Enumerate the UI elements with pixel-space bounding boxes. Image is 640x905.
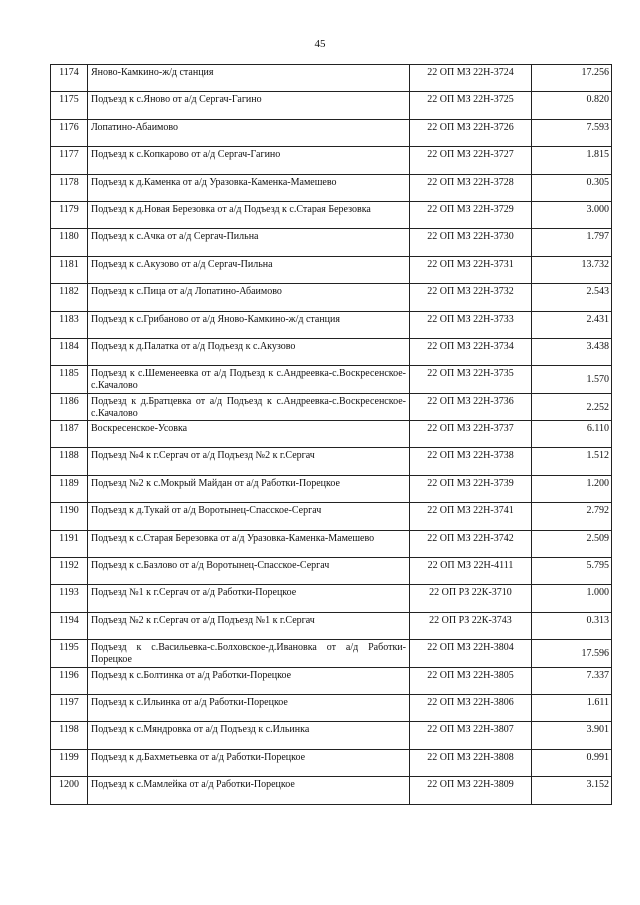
road-length-cell: 6.110 [532,421,612,448]
table-row [51,475,612,502]
road-name-cell: Подъезд к д.Бахметьевка от а/д Работки-Порецкое [88,749,410,776]
road-name-cell: Подъезд к с.Базлово от а/д Воротынец-Спасское-Сергач [88,558,410,585]
table-row [51,284,612,311]
road-id-cell: 22 ОП МЗ 22Н-3736 [410,393,532,420]
table-row [51,694,612,721]
table-row [51,558,612,585]
road-length-cell: 0.820 [532,92,612,119]
row-number-cell: 1189 [51,475,88,502]
road-id-cell: 22 ОП МЗ 22Н-3808 [410,749,532,776]
road-id-cell: 22 ОП МЗ 22Н-3732 [410,284,532,311]
road-length-cell: 1.611 [532,694,612,721]
table-row [51,92,612,119]
road-length-cell: 2.543 [532,284,612,311]
road-length-cell: 1.000 [532,585,612,612]
table-row [51,722,612,749]
road-length-cell: 2.431 [532,311,612,338]
road-length-cell: 1.512 [532,448,612,475]
road-id-cell: 22 ОП МЗ 22Н-3735 [410,366,532,393]
road-id-cell: 22 ОП МЗ 22Н-3739 [410,475,532,502]
table-row [51,777,612,804]
table-row [51,448,612,475]
table-row [51,119,612,146]
road-length-cell: 5.795 [532,558,612,585]
road-id-cell: 22 ОП МЗ 22Н-3741 [410,503,532,530]
road-id-cell: 22 ОП МЗ 22Н-3809 [410,777,532,804]
road-name-cell: Подъезд к с.Мяндровка от а/д Подъезд к с.Ильинка [88,722,410,749]
table-row [51,338,612,365]
road-length-cell: 2.792 [532,503,612,530]
row-number-cell: 1179 [51,201,88,228]
row-number-cell: 1200 [51,777,88,804]
table-body [51,65,612,805]
road-length-cell: 1.570 [532,366,612,393]
road-name-cell: Воскресенское-Усовка [88,421,410,448]
road-name-cell: Подъезд к с.Пица от а/д Лопатино-Абаимово [88,284,410,311]
row-number-cell: 1183 [51,311,88,338]
road-name-cell: Подъезд к с.Акузово от а/д Сергач-Пильна [88,256,410,283]
table-row [51,503,612,530]
road-length-cell: 2.252 [532,393,612,420]
road-id-cell: 22 ОП МЗ 22Н-3733 [410,311,532,338]
road-id-cell: 22 ОП МЗ 22Н-3724 [410,65,532,92]
road-id-cell: 22 ОП МЗ 22Н-3804 [410,640,532,667]
table-row [51,256,612,283]
table-row [51,65,612,92]
road-name-cell: Подъезд №2 к г.Сергач от а/д Подъезд №1 к г.Сергач [88,612,410,639]
road-name-cell: Подъезд к с.Мамлейка от а/д Работки-Порецкое [88,777,410,804]
road-length-cell: 0.991 [532,749,612,776]
row-number-cell: 1184 [51,338,88,365]
row-number-cell: 1175 [51,92,88,119]
road-name-cell: Подъезд №4 к г.Сергач от а/д Подъезд №2 к г.Сергач [88,448,410,475]
table-row [51,174,612,201]
page-number: 45 [314,38,326,50]
road-length-cell: 0.305 [532,174,612,201]
row-number-cell: 1199 [51,749,88,776]
table-row [51,311,612,338]
road-length-cell: 3.152 [532,777,612,804]
road-id-cell: 22 ОП МЗ 22Н-3742 [410,530,532,557]
row-number-cell: 1180 [51,229,88,256]
table-row [51,421,612,448]
road-name-cell: Подъезд к д.Каменка от а/д Уразовка-Каменка-Мамешево [88,174,410,201]
row-number-cell: 1177 [51,147,88,174]
road-name-cell: Подъезд к д.Тукай от а/д Воротынец-Спасское-Сергач [88,503,410,530]
road-length-cell: 1.200 [532,475,612,502]
table-row [51,229,612,256]
road-id-cell: 22 ОП МЗ 22Н-3737 [410,421,532,448]
road-id-cell: 22 ОП МЗ 22Н-3725 [410,92,532,119]
road-length-cell: 13.732 [532,256,612,283]
table-row [51,393,612,420]
road-name-cell: Яново-Камкино-ж/д станция [88,65,410,92]
road-id-cell: 22 ОП МЗ 22Н-3729 [410,201,532,228]
road-name-cell: Лопатино-Абаимово [88,119,410,146]
road-id-cell: 22 ОП МЗ 22Н-3805 [410,667,532,694]
road-name-cell: Подъезд к с.Васильевка-с.Болховское-д.Ивановка от а/д Работки-Порецкое [88,640,410,667]
table-row [51,366,612,393]
road-name-cell: Подъезд №1 к г.Сергач от а/д Работки-Порецкое [88,585,410,612]
row-number-cell: 1191 [51,530,88,557]
road-name-cell: Подъезд к д.Новая Березовка от а/д Подъезд к с.Старая Березовка [88,201,410,228]
table-row [51,667,612,694]
road-length-cell: 7.337 [532,667,612,694]
road-name-cell: Подъезд к д.Палатка от а/д Подъезд к с.Акузово [88,338,410,365]
row-number-cell: 1181 [51,256,88,283]
road-id-cell: 22 ОП МЗ 22Н-3807 [410,722,532,749]
table-row [51,201,612,228]
road-length-cell: 7.593 [532,119,612,146]
road-name-cell: Подъезд к с.Болтинка от а/д Работки-Порецкое [88,667,410,694]
road-list-table [50,64,612,805]
row-number-cell: 1192 [51,558,88,585]
road-id-cell: 22 ОП РЗ 22К-3710 [410,585,532,612]
road-length-cell: 17.596 [532,640,612,667]
road-id-cell: 22 ОП МЗ 22Н-3730 [410,229,532,256]
road-id-cell: 22 ОП МЗ 22Н-3726 [410,119,532,146]
road-name-cell: Подъезд к с.Копкарово от а/д Сергач-Гагино [88,147,410,174]
road-length-cell: 0.313 [532,612,612,639]
row-number-cell: 1198 [51,722,88,749]
road-name-cell: Подъезд к с.Старая Березовка от а/д Уразовка-Каменка-Мамешево [88,530,410,557]
table-row [51,585,612,612]
table-row [51,749,612,776]
table-row [51,612,612,639]
row-number-cell: 1186 [51,393,88,420]
road-length-cell: 3.901 [532,722,612,749]
road-length-cell: 1.815 [532,147,612,174]
row-number-cell: 1176 [51,119,88,146]
row-number-cell: 1178 [51,174,88,201]
road-length-cell: 3.000 [532,201,612,228]
road-name-cell: Подъезд к с.Ильинка от а/д Работки-Порецкое [88,694,410,721]
road-name-cell: Подъезд к с.Ачка от а/д Сергач-Пильна [88,229,410,256]
road-name-cell: Подъезд к д.Братцевка от а/д Подъезд к с.Андреевка-с.Воскресенское-с.Качалово [88,393,410,420]
row-number-cell: 1194 [51,612,88,639]
table-row [51,147,612,174]
row-number-cell: 1190 [51,503,88,530]
row-number-cell: 1193 [51,585,88,612]
table-row [51,640,612,667]
road-id-cell: 22 ОП МЗ 22Н-3728 [410,174,532,201]
row-number-cell: 1196 [51,667,88,694]
road-name-cell: Подъезд к с.Шеменеевка от а/д Подъезд к с.Андреевка-с.Воскресенское-с.Качалово [88,366,410,393]
road-id-cell: 22 ОП МЗ 22Н-3727 [410,147,532,174]
row-number-cell: 1182 [51,284,88,311]
road-name-cell: Подъезд №2 к с.Мокрый Майдан от а/д Работки-Порецкое [88,475,410,502]
row-number-cell: 1197 [51,694,88,721]
road-id-cell: 22 ОП РЗ 22К-3743 [410,612,532,639]
row-number-cell: 1195 [51,640,88,667]
row-number-cell: 1185 [51,366,88,393]
road-id-cell: 22 ОП МЗ 22Н-3738 [410,448,532,475]
road-name-cell: Подъезд к с.Грибаново от а/д Яново-Камкино-ж/д станция [88,311,410,338]
row-number-cell: 1187 [51,421,88,448]
table-row [51,530,612,557]
road-length-cell: 1.797 [532,229,612,256]
road-id-cell: 22 ОП МЗ 22Н-4111 [410,558,532,585]
road-id-cell: 22 ОП МЗ 22Н-3734 [410,338,532,365]
road-length-cell: 17.256 [532,65,612,92]
road-id-cell: 22 ОП МЗ 22Н-3806 [410,694,532,721]
road-name-cell: Подъезд к с.Яново от а/д Сергач-Гагино [88,92,410,119]
road-id-cell: 22 ОП МЗ 22Н-3731 [410,256,532,283]
road-length-cell: 3.438 [532,338,612,365]
road-length-cell: 2.509 [532,530,612,557]
row-number-cell: 1174 [51,65,88,92]
row-number-cell: 1188 [51,448,88,475]
